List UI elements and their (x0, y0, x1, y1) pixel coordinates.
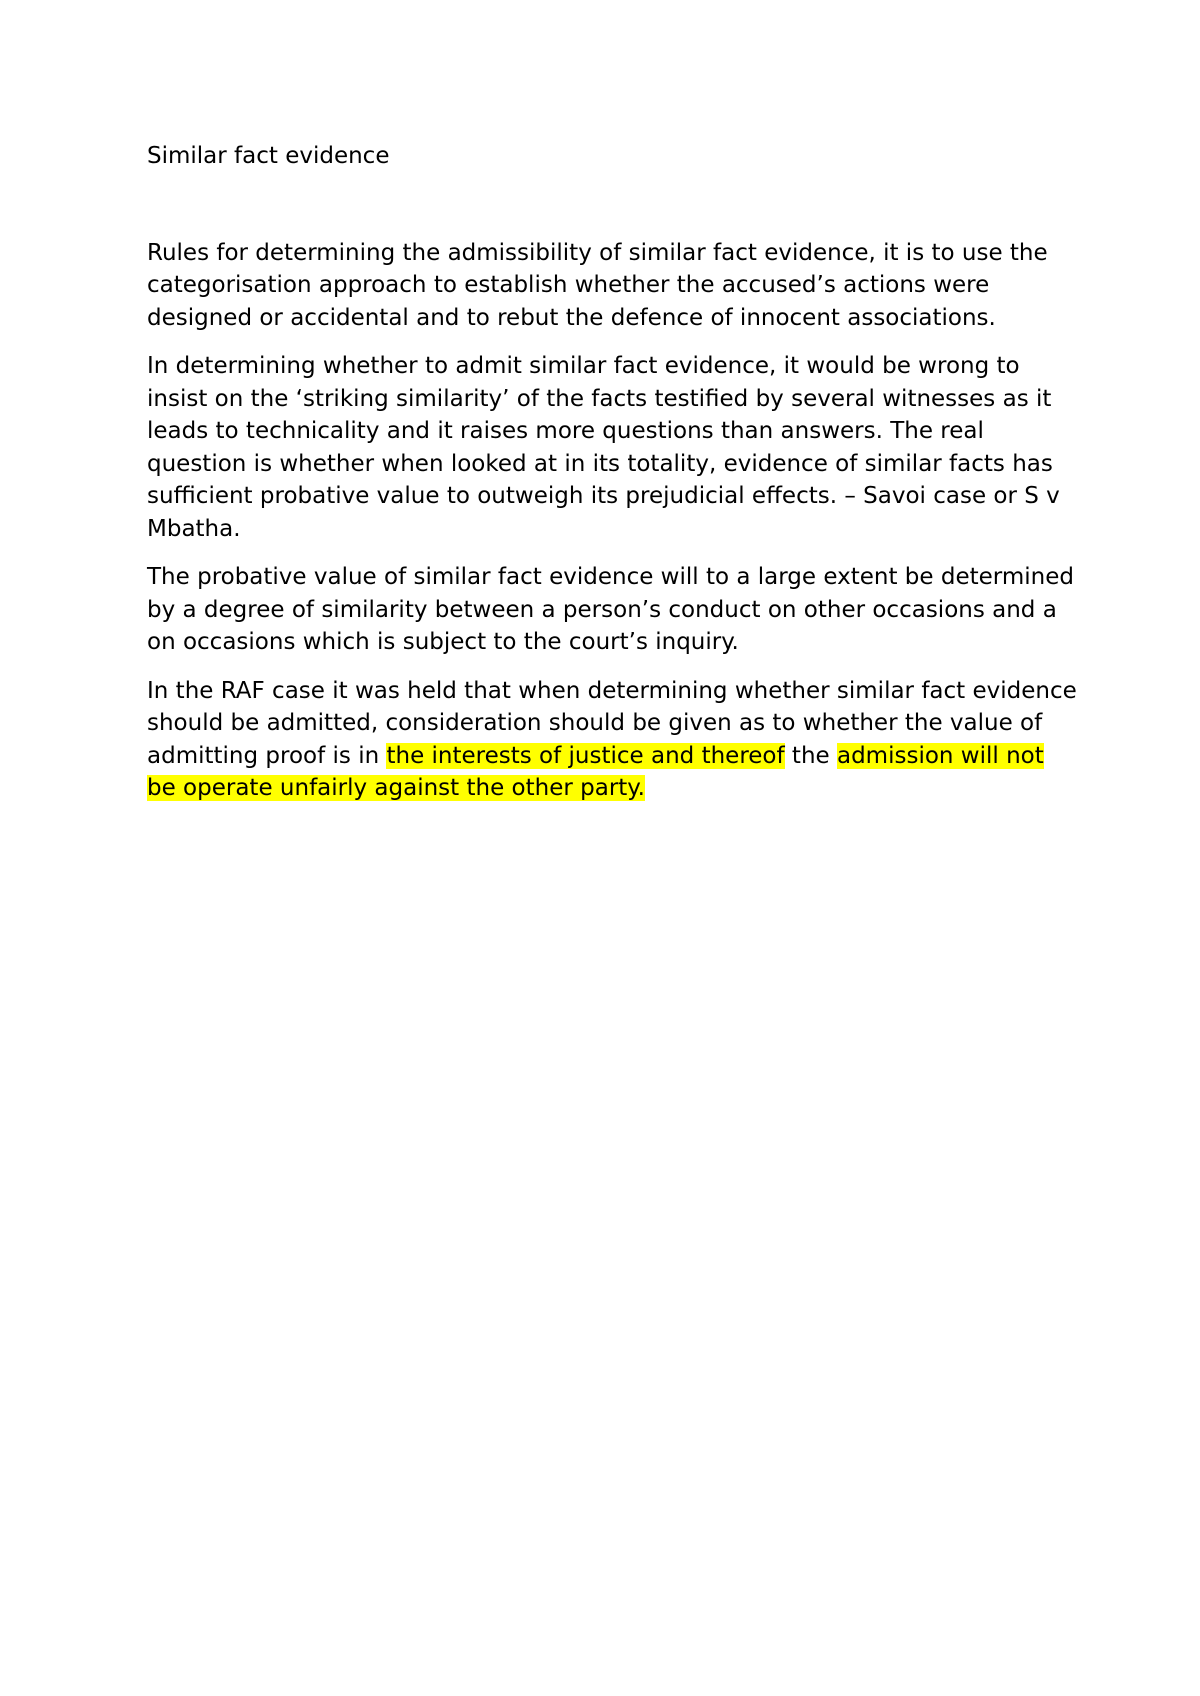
paragraph-3: The probative value of similar fact evidence will to a large extent be determined by a degree of similarity between a person’s conduct on other occasions and a on occasions which is subject to the court’s inquiry. (147, 564, 1074, 655)
document-body (147, 140, 1077, 821)
paragraph-4-text-mid: the (784, 742, 837, 769)
paragraph-2: In determining whether to admit similar fact evidence, it would be wrong to insist on the ‘striking similarity’ of the facts testified by several witnesses as it leads to technicality and it raises more questions than answers. The real question is whether when looked at in its totality, evidence of similar facts has sufficient probative value to outweigh its prejudicial effects. – Savoi case or S v Mbatha. (147, 353, 1060, 542)
highlighted-text-2: admission will not be operate unfairly against the other party. (147, 742, 1044, 801)
paragraph-4-text: In the RAF case it was held that when determining whether similar fact evidence should be admitted, consideration should be given as to whether the value of admitting proof is in (147, 677, 1077, 769)
document-title: Similar fact evidence (147, 143, 390, 169)
highlighted-text-1: the interests of justice and thereof (386, 742, 785, 769)
paragraph-1: Rules for determining the admissibility of similar fact evidence, it is to use the categorisation approach to establish whether the accused’s actions were designed or accidental and to rebut the defence of innocent associations. (147, 239, 1048, 331)
paragraph-4 (147, 675, 1077, 805)
